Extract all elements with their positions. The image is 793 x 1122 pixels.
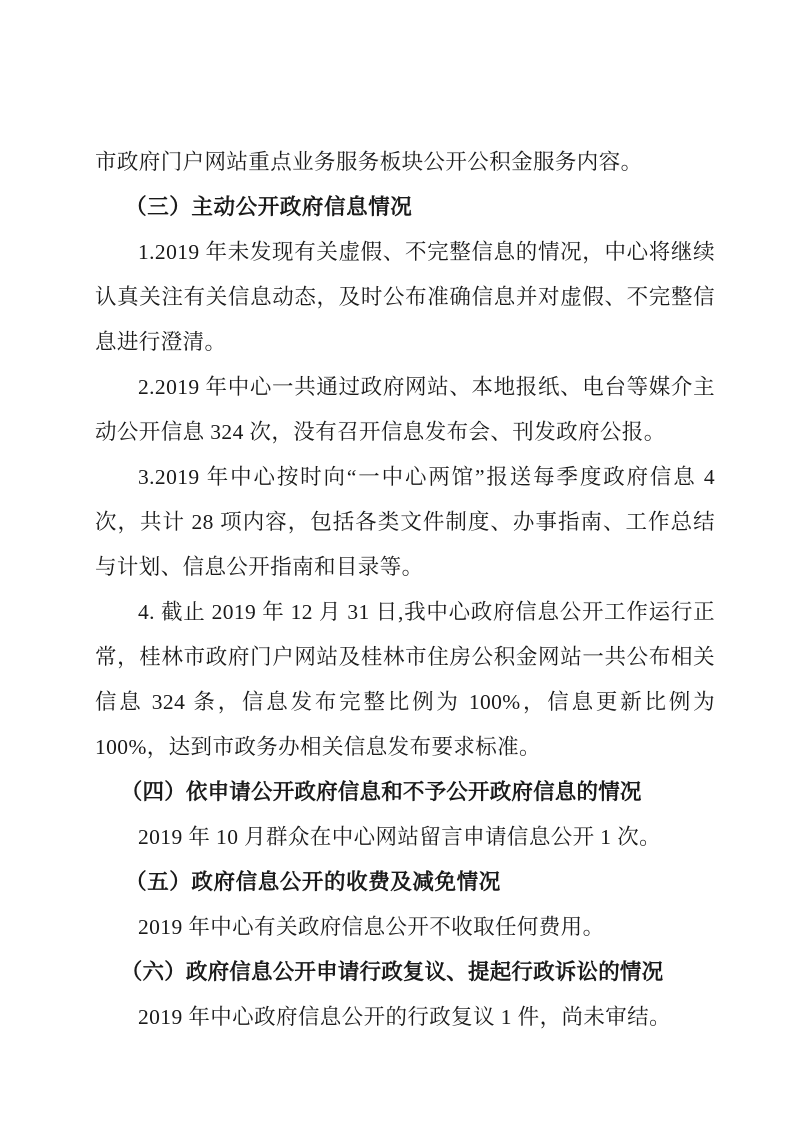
- paragraph-item-1: 1.2019 年未发现有关虚假、不完整信息的情况，中心将继续认真关注有关信息动态，及时公布准确信息并对虚假、不完整信息进行澄清。: [95, 240, 715, 354]
- section-heading-six: （六）政府信息公开申请行政复议、提起行政诉讼的情况: [120, 960, 664, 984]
- paragraph-item-6: 2019 年中心有关政府信息公开不收取任何费用。: [138, 915, 605, 939]
- document-body: [95, 140, 715, 1040]
- paragraph-item-2: 2.2019 年中心一共通过政府网站、本地报纸、电台等媒介主动公开信息 324 次，没有召开信息发布会、刊发政府公报。: [95, 375, 715, 444]
- paragraph-continued: 市政府门户网站重点业务服务板块公开公积金服务内容。: [95, 150, 643, 174]
- paragraph-item-3: 3.2019 年中心按时向“一中心两馆”报送每季度政府信息 4 次，共计 28 项内容，包括各类文件制度、办事指南、工作总结与计划、信息公开指南和目录等。: [95, 465, 715, 579]
- section-heading-five: （五）政府信息公开的收费及减免情况: [125, 870, 501, 894]
- paragraph-item-5: 2019 年 10 月群众在中心网站留言申请信息公开 1 次。: [138, 825, 662, 849]
- section-heading-four: （四）依申请公开政府信息和不予公开政府信息的情况: [120, 780, 642, 804]
- paragraph-item-7: 2019 年中心政府信息公开的行政复议 1 件，尚未审结。: [138, 1005, 671, 1029]
- section-heading-three: （三）主动公开政府信息情况: [125, 195, 413, 219]
- paragraph-item-4: 4. 截止 2019 年 12 月 31 日,我中心政府信息公开工作运行正常，桂林市政府门户网站及桂林市住房公积金网站一共公布相关信息 324 条，信息发布完整比例为 100%，信息更新比例为 100%，达到市政务办相关信息发布要求标准。: [95, 600, 715, 759]
